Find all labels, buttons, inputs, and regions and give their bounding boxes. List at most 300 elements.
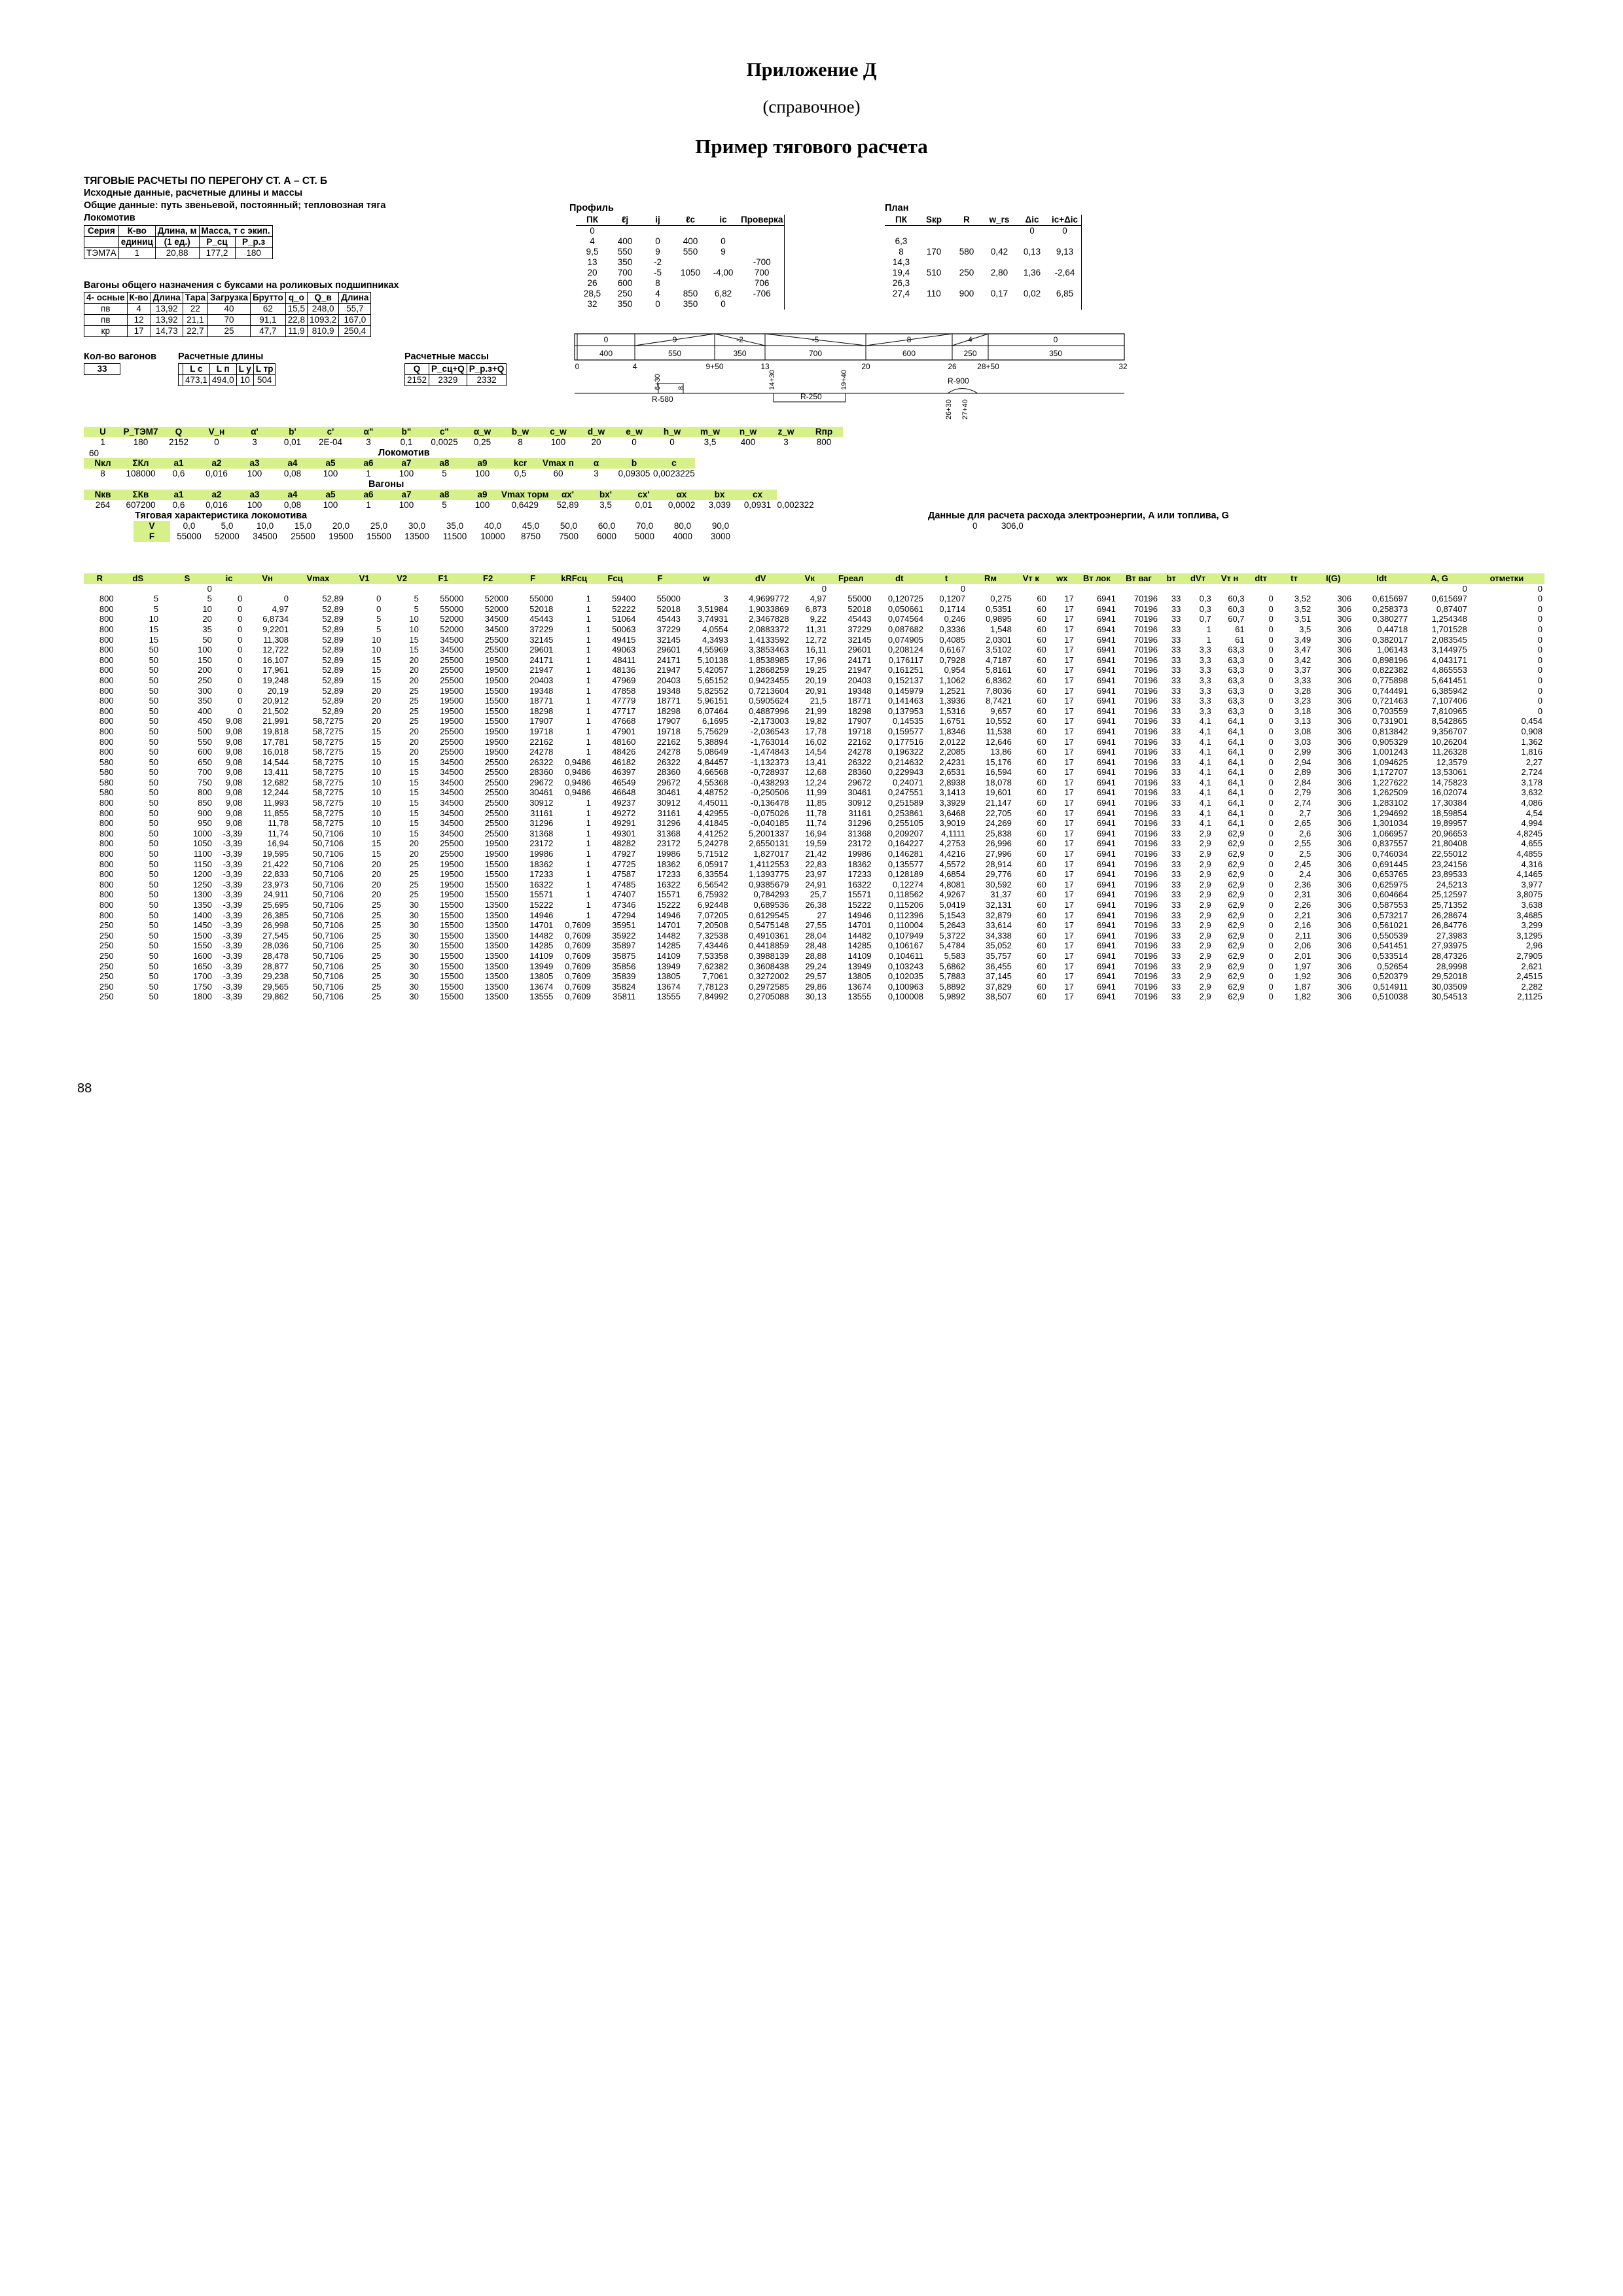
main-cell: 2,7 xyxy=(1299,808,1311,818)
main-cell: 2,9 xyxy=(1199,950,1211,961)
profile-cell: 550 xyxy=(683,247,698,257)
main-header: dt xyxy=(874,573,926,584)
main-cell: 33 xyxy=(1171,726,1181,736)
main-cell: 25500 xyxy=(484,828,508,838)
main-cell: 4,0554 xyxy=(702,624,728,634)
main-cell: 0 xyxy=(1268,879,1274,889)
main-cell: 25500 xyxy=(440,726,464,736)
main-cell: 2,89 xyxy=(1294,767,1311,778)
main-cell: 6941 xyxy=(1097,696,1116,706)
main-cell: 0 xyxy=(207,583,212,594)
main-cell: 19500 xyxy=(484,655,508,665)
masses-header: Q xyxy=(405,364,429,375)
plan-cell: 580 xyxy=(959,247,974,257)
main-cell: 2,27 xyxy=(1525,757,1543,767)
coef-value: 0,01 xyxy=(283,437,302,447)
main-cell: 58,7275 xyxy=(312,787,344,798)
main-cell: -3,39 xyxy=(223,981,243,992)
main-cell: 800 xyxy=(99,696,114,706)
main-row xyxy=(84,910,1544,921)
main-cell xyxy=(874,584,926,594)
plan-cell: -2,64 xyxy=(1054,268,1075,278)
traction-v-value: 80,0 xyxy=(673,521,692,531)
main-cell: 2,0883372 xyxy=(749,624,789,634)
main-cell: 60,3 xyxy=(1228,603,1245,614)
main-cell: 35951 xyxy=(612,920,636,931)
main-cell: 0,255105 xyxy=(887,818,924,829)
main-cell: 33 xyxy=(1171,685,1181,696)
main-cell: 14109 xyxy=(847,950,872,961)
main-cell: 6941 xyxy=(1097,706,1116,716)
main-cell: 15500 xyxy=(484,869,508,880)
main-cell: 250 xyxy=(99,981,114,992)
main-cell: 46648 xyxy=(612,787,636,798)
main-cell: 0,7609 xyxy=(565,971,591,982)
main-cell: 25500 xyxy=(484,798,508,808)
main-cell: 3,52 xyxy=(1294,603,1311,614)
main-cell: 0 xyxy=(238,685,243,696)
main-cell: 0 xyxy=(238,614,243,624)
traction-f-value: 7500 xyxy=(558,531,579,541)
main-cell: 250 xyxy=(99,971,114,982)
main-cell: 0,5475148 xyxy=(749,920,789,931)
main-cell: 33 xyxy=(1171,838,1181,849)
main-cell: 8,7421 xyxy=(986,696,1012,706)
masses-value: 2332 xyxy=(467,375,507,386)
coef-value: 5 xyxy=(442,500,447,510)
main-row xyxy=(84,798,1544,808)
main-cell: 34500 xyxy=(484,614,508,624)
main-cell: 306 xyxy=(1337,981,1352,992)
main-cell: 14285 xyxy=(656,941,681,951)
main-cell: 350 xyxy=(198,696,212,706)
main-cell: 70196 xyxy=(1133,747,1158,757)
main-cell: 1,066957 xyxy=(1372,828,1408,838)
main-cell: 1,97 xyxy=(1294,961,1311,971)
main-cell: 50 xyxy=(149,696,159,706)
main-cell: 15 xyxy=(409,808,419,818)
main-cell: 60 xyxy=(1037,950,1046,961)
coef-label: a9 xyxy=(463,458,501,469)
main-cell: 1 xyxy=(586,849,591,859)
main-cell: 12,244 xyxy=(262,787,289,798)
main-cell xyxy=(510,584,556,594)
main-cell: 17 xyxy=(1064,798,1074,808)
main-cell: 19500 xyxy=(440,869,464,880)
curve-pk-label: 14+30 xyxy=(768,370,776,390)
main-cell: 50 xyxy=(149,736,159,747)
profile-cell: -4,00 xyxy=(713,268,734,278)
main-cell: 70196 xyxy=(1133,900,1158,910)
main-cell: 1 xyxy=(586,665,591,675)
main-cell: 30,54513 xyxy=(1431,992,1467,1002)
main-cell: 33 xyxy=(1171,787,1181,798)
main-cell: 63,3 xyxy=(1228,685,1245,696)
main-cell: 17 xyxy=(1064,624,1074,634)
main-cell: 23,973 xyxy=(262,879,289,889)
main-cell: 60 xyxy=(1037,920,1046,931)
main-cell: 49237 xyxy=(612,798,636,808)
main-cell: -3,39 xyxy=(223,849,243,859)
main-cell: 45443 xyxy=(656,614,681,624)
main-cell: 19500 xyxy=(440,716,464,726)
main-cell: 60 xyxy=(1037,900,1046,910)
coef-value: 607200 xyxy=(126,500,156,510)
main-cell: 50 xyxy=(149,971,159,982)
main-cell: 6941 xyxy=(1097,787,1116,798)
main-cell: -3,39 xyxy=(223,950,243,961)
main-cell: 58,7275 xyxy=(312,767,344,778)
main-cell: 1400 xyxy=(192,910,212,920)
main-cell: 0 xyxy=(1268,696,1274,706)
main-cell: 70196 xyxy=(1133,869,1158,880)
main-cell: 70196 xyxy=(1133,838,1158,849)
main-cell: 306 xyxy=(1337,624,1352,634)
main-cell: 19,595 xyxy=(262,849,289,859)
main-cell: 0,7609 xyxy=(565,941,591,951)
main-row xyxy=(84,859,1544,870)
main-cell: 17 xyxy=(1064,747,1074,757)
main-header: Rм xyxy=(967,573,1014,584)
profile-cell xyxy=(641,226,674,237)
main-cell: 33 xyxy=(1171,950,1181,961)
main-cell: 3,49 xyxy=(1294,634,1311,645)
main-cell: 6941 xyxy=(1097,767,1116,778)
main-cell: 70196 xyxy=(1133,726,1158,736)
profile-cell: 9,5 xyxy=(586,247,599,257)
main-cell: 0 xyxy=(376,594,382,604)
main-cell: 15500 xyxy=(440,900,464,910)
traction-f-value: 6000 xyxy=(596,531,617,541)
main-cell: 15500 xyxy=(484,716,508,726)
main-header: Vт н xyxy=(1213,573,1247,584)
main-cell: 6941 xyxy=(1097,614,1116,624)
main-cell: 4,9699772 xyxy=(749,594,789,604)
main-cell: 1,301034 xyxy=(1372,818,1408,829)
main-cell: 3,3853463 xyxy=(749,645,789,655)
main-cell: 17 xyxy=(1064,828,1074,838)
main-cell: 2,6550131 xyxy=(749,838,789,849)
main-cell: 0 xyxy=(1268,685,1274,696)
main-cell: 2,3467828 xyxy=(749,614,789,624)
main-cell: 19500 xyxy=(484,736,508,747)
main-cell: 21,80408 xyxy=(1431,838,1467,849)
main-row xyxy=(84,645,1544,655)
main-cell: 9,08 xyxy=(225,808,243,818)
main-cell: 27,93975 xyxy=(1431,941,1467,951)
profile-row xyxy=(576,247,785,257)
main-cell: 17 xyxy=(1064,859,1074,869)
main-cell: 7,53358 xyxy=(697,950,728,961)
main-cell: 0,625975 xyxy=(1372,879,1408,889)
coef-label: Rпр xyxy=(805,427,843,437)
main-cell: 2,01 xyxy=(1294,950,1311,961)
length-label: 250 xyxy=(963,349,977,358)
main-cell: 4,97 xyxy=(810,594,827,604)
main-cell: 30912 xyxy=(847,798,872,808)
main-cell: 50,7106 xyxy=(312,971,344,982)
main-cell: 0,3272002 xyxy=(749,971,789,982)
main-cell: 0,14535 xyxy=(893,716,924,726)
main-cell: 306 xyxy=(1337,849,1352,859)
main-cell xyxy=(1048,584,1076,594)
main-cell: 50 xyxy=(149,879,159,889)
main-cell: 3,144975 xyxy=(1431,645,1467,655)
plan-cell xyxy=(1016,299,1048,310)
plan-cell xyxy=(983,299,1016,310)
main-cell: 19500 xyxy=(440,889,464,900)
main-cell: 25 xyxy=(409,685,419,696)
plan-row xyxy=(885,289,1082,299)
profile-cell xyxy=(707,226,740,237)
profile-row xyxy=(576,289,785,299)
main-cell: 25500 xyxy=(440,849,464,859)
main-cell: 17 xyxy=(1064,675,1074,685)
main-row xyxy=(84,849,1544,859)
main-cell xyxy=(1353,584,1410,594)
coef-label: α xyxy=(577,458,615,469)
main-cell: 62,9 xyxy=(1228,879,1245,889)
main-row xyxy=(84,869,1544,880)
main-cell: 5 xyxy=(207,594,212,604)
main-cell: 1,1062 xyxy=(939,675,966,685)
main-cell: 60 xyxy=(1037,941,1046,951)
main-cell: 0,12274 xyxy=(893,879,924,889)
main-cell: 70196 xyxy=(1133,767,1158,778)
profile-cell: 6,82 xyxy=(714,289,732,298)
main-cell: 14701 xyxy=(656,920,681,931)
main-cell: 0,7609 xyxy=(565,961,591,971)
main-cell: 62,9 xyxy=(1228,941,1245,951)
main-cell: 47927 xyxy=(612,849,636,859)
plan-header: Sкр xyxy=(918,215,950,226)
main-cell: 62,9 xyxy=(1228,950,1245,961)
main-cell: 7,43446 xyxy=(697,941,728,951)
main-cell: 9,08 xyxy=(225,767,243,778)
main-cell: 0 xyxy=(1268,675,1274,685)
main-cell: 60 xyxy=(1037,889,1046,900)
main-cell: -2,036543 xyxy=(750,726,789,736)
main-row xyxy=(84,818,1544,829)
main-cell: 32145 xyxy=(656,634,681,645)
main-cell: 0 xyxy=(1268,981,1274,992)
main-cell: 1,172707 xyxy=(1372,767,1408,778)
wagons-cell: 70 xyxy=(207,315,250,326)
main-cell: 6941 xyxy=(1097,736,1116,747)
profile-title: Профиль xyxy=(569,203,614,213)
main-cell: 800 xyxy=(198,787,212,798)
main-cell: 24171 xyxy=(656,655,681,665)
main-cell: 3,13 xyxy=(1294,716,1311,726)
loco-header: Серия xyxy=(84,226,119,237)
main-cell: 52,89 xyxy=(322,675,344,685)
profile-cell: 28,5 xyxy=(583,289,601,298)
main-cell: 15 xyxy=(409,634,419,645)
main-cell: 31296 xyxy=(529,818,554,829)
coef-value: 1 xyxy=(366,500,371,510)
main-cell: 2,6531 xyxy=(939,767,966,778)
main-cell: 9,08 xyxy=(225,747,243,757)
main-cell: 1 xyxy=(586,675,591,685)
main-cell: 28,478 xyxy=(262,950,289,961)
main-cell: 5,08649 xyxy=(697,747,728,757)
main-cell: 0 xyxy=(1268,798,1274,808)
wagons-cell: 1093,2 xyxy=(307,315,338,326)
main-cell: 800 xyxy=(99,818,114,829)
profile-cell: 9 xyxy=(655,247,660,257)
main-cell: 5,10138 xyxy=(697,655,728,665)
main-cell: 23172 xyxy=(847,838,872,849)
main-cell: 4,1 xyxy=(1199,736,1211,747)
main-row xyxy=(84,614,1544,624)
main-cell: 60 xyxy=(1037,818,1046,829)
main-cell: -3,39 xyxy=(223,859,243,869)
main-cell: 3,299 xyxy=(1521,920,1543,931)
profile-cell: 550 xyxy=(617,247,633,257)
traction-f-value: 11500 xyxy=(442,531,467,541)
main-cell: 27,996 xyxy=(986,849,1012,859)
main-cell: 306 xyxy=(1337,634,1352,645)
traction-v-value: 70,0 xyxy=(635,521,654,531)
main-cell: 60 xyxy=(1037,849,1046,859)
main-row xyxy=(84,880,1544,890)
coef-value: 3,039 xyxy=(708,500,731,510)
main-cell: 19500 xyxy=(484,675,508,685)
main-cell: 14109 xyxy=(656,950,681,961)
profile-cell xyxy=(674,278,707,289)
loco-header: Длина, м xyxy=(155,226,199,237)
main-cell: 47485 xyxy=(612,879,636,889)
main-cell: -1,763014 xyxy=(750,736,789,747)
main-row xyxy=(84,889,1544,900)
main-cell: 13674 xyxy=(529,981,554,992)
traction-calc-table xyxy=(84,573,1544,1002)
main-row xyxy=(84,931,1544,941)
main-cell: 20403 xyxy=(656,675,681,685)
coef-label: α" xyxy=(349,427,387,437)
main-cell: 0,1714 xyxy=(939,603,966,614)
wagons-cell: 15,5 xyxy=(285,304,307,315)
main-cell: 3,23 xyxy=(1294,696,1311,706)
main-cell: 17,78 xyxy=(805,726,827,736)
main-cell: 15 xyxy=(409,777,419,787)
main-cell: 2,4 xyxy=(1299,869,1311,880)
main-cell: 0 xyxy=(1268,930,1274,941)
main-cell: 37229 xyxy=(656,624,681,634)
coef-label: a5 xyxy=(312,458,349,469)
main-cell: 10 xyxy=(371,808,382,818)
profile-cell: 600 xyxy=(617,278,633,288)
coef-label: cx' xyxy=(625,490,663,500)
main-cell: 17 xyxy=(1064,757,1074,767)
main-cell: 70196 xyxy=(1133,706,1158,716)
main-cell: 52,89 xyxy=(322,685,344,696)
main-cell: 4,5572 xyxy=(939,859,966,869)
main-cell: 60 xyxy=(1037,614,1046,624)
main-cell: 0,7928 xyxy=(939,655,966,665)
wagons-cell: кр xyxy=(84,326,128,337)
curve-pk-label: 27+40 xyxy=(961,399,969,420)
traction-v-value: 30,0 xyxy=(408,521,426,531)
main-cell: 28360 xyxy=(656,767,681,778)
traction-v-value: 0,0 xyxy=(183,521,196,531)
main-header: wx xyxy=(1048,573,1076,584)
main-cell: 17233 xyxy=(529,869,554,880)
main-cell: 47779 xyxy=(612,696,636,706)
main-cell: 0 xyxy=(1268,645,1274,655)
pk-label: 4 xyxy=(632,362,637,371)
main-cell: 500 xyxy=(198,726,212,736)
main-cell: 0 xyxy=(1268,808,1274,818)
main-cell: 4,1 xyxy=(1199,726,1211,736)
main-cell: 5,42057 xyxy=(697,665,728,675)
main-cell: -3,39 xyxy=(223,828,243,838)
main-cell: 800 xyxy=(99,614,114,624)
main-cell: 6941 xyxy=(1097,941,1116,951)
coef-value: 0 xyxy=(669,437,675,447)
main-cell: 6,8362 xyxy=(986,675,1012,685)
main-cell: 20 xyxy=(409,655,419,665)
masses-header: P_сц+Q xyxy=(429,364,467,375)
traction-title: Тяговая характеристика локомотива xyxy=(135,511,308,521)
profile-cell: 9 xyxy=(721,247,726,257)
main-cell: 0,908 xyxy=(1521,726,1543,736)
main-cell: 35839 xyxy=(612,971,636,982)
main-cell: 0,784293 xyxy=(753,889,789,900)
main-row xyxy=(84,604,1544,615)
main-cell: 3,28 xyxy=(1294,685,1311,696)
plan-cell xyxy=(983,236,1016,247)
profile-cell: 350 xyxy=(617,299,633,309)
plan-cell: 0,02 xyxy=(1023,289,1041,298)
main-cell: 63,3 xyxy=(1228,675,1245,685)
main-cell: 15 xyxy=(371,838,382,849)
main-cell: 28360 xyxy=(847,767,872,778)
main-header: F xyxy=(510,573,556,584)
main-cell: 50 xyxy=(149,889,159,900)
main-cell: 0,118562 xyxy=(888,889,924,900)
main-cell: 37,145 xyxy=(986,971,1012,982)
main-cell: 14701 xyxy=(529,920,554,931)
main-cell: 19500 xyxy=(484,747,508,757)
main-cell: 25 xyxy=(409,879,419,889)
main-cell: 306 xyxy=(1337,736,1352,747)
main-cell: 5,65152 xyxy=(697,675,728,685)
main-cell xyxy=(1275,584,1313,594)
main-cell: 62,9 xyxy=(1228,992,1245,1002)
main-row xyxy=(84,900,1544,910)
coef-value: 0,002322 xyxy=(777,500,814,510)
plan-row xyxy=(885,299,1082,310)
traction-v-value: 5,0 xyxy=(221,521,234,531)
main-cell: 11,31 xyxy=(806,624,827,634)
main-cell: 0,514911 xyxy=(1372,981,1408,992)
main-cell: 950 xyxy=(198,818,212,829)
main-cell: 3,18 xyxy=(1294,706,1311,716)
main-cell: 1 xyxy=(586,716,591,726)
main-cell: 4,1 xyxy=(1199,777,1211,787)
main-cell: 19500 xyxy=(440,706,464,716)
main-cell: 1,827017 xyxy=(753,849,789,859)
lengths-table xyxy=(178,363,276,386)
main-cell: 18298 xyxy=(529,706,554,716)
main-cell: 51064 xyxy=(612,614,636,624)
main-cell: 55000 xyxy=(440,594,464,604)
main-row xyxy=(84,716,1544,726)
plan-cell: 0 xyxy=(1029,226,1035,236)
profile-cell: 0 xyxy=(590,226,595,236)
main-cell: 0,120725 xyxy=(887,594,924,604)
